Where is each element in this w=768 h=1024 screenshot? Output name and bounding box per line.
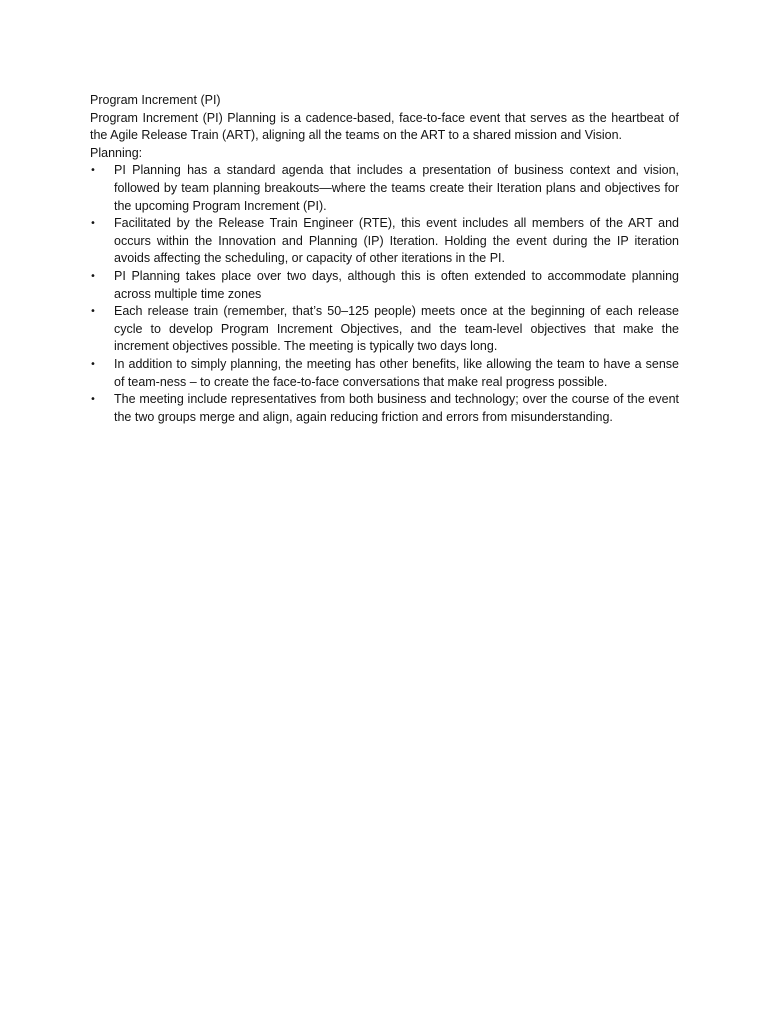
bullet-icon: • xyxy=(90,218,96,230)
list-item-text: Each release train (remember, that’s 50–125 people) meets once at the beginning of each release cycle to develop Program Increment Objectives, and the team-level objectives that make the increment objectives possible. The meeting is typically two days long. xyxy=(114,304,679,354)
list-item-text: Facilitated by the Release Train Engineer (RTE), this event includes all members of the ART and occurs within the Innovation and Planning (IP) Iteration. Holding the event during the IP iteration avoids affecting the scheduling, or capacity of other iterations in the PI. xyxy=(114,216,679,266)
document-page xyxy=(90,92,679,426)
planning-subheading: Planning: xyxy=(90,145,143,160)
intro-paragraph: Program Increment (PI) Planning is a cadence-based, face-to-face event that serves as the heartbeat of the Agile Release Train (ART), aligning all the teams on the ART to a shared mission and Vision. xyxy=(90,110,679,143)
list-item xyxy=(90,162,679,215)
list-item-text: PI Planning has a standard agenda that includes a presentation of business context and vision, followed by team planning breakouts—where the teams create their Iteration plans and objectives for the upcoming Program Increment (PI). xyxy=(114,163,679,213)
list-item xyxy=(90,268,679,303)
list-item-text: In addition to simply planning, the meeting has other benefits, like allowing the team to have a sense of team-ness – to create the face-to-face conversations that make real progress possible. xyxy=(114,356,679,389)
list-item xyxy=(90,215,679,268)
bullet-icon: • xyxy=(90,358,96,370)
list-item-text: The meeting include representatives from both business and technology; over the course of the event the two groups merge and align, again reducing friction and errors from misunderstanding. xyxy=(114,392,679,424)
bullet-icon: • xyxy=(90,394,96,406)
bullet-list xyxy=(90,162,679,426)
list-item xyxy=(90,391,679,426)
list-item-text: PI Planning takes place over two days, although this is often extended to accommodate planning across multiple time zones xyxy=(114,268,679,301)
list-item xyxy=(90,356,679,391)
bullet-icon: • xyxy=(90,270,96,282)
document-heading: Program Increment (PI) xyxy=(90,93,221,107)
bullet-icon: • xyxy=(90,306,96,318)
list-item xyxy=(90,303,679,356)
bullet-icon: • xyxy=(90,165,96,177)
